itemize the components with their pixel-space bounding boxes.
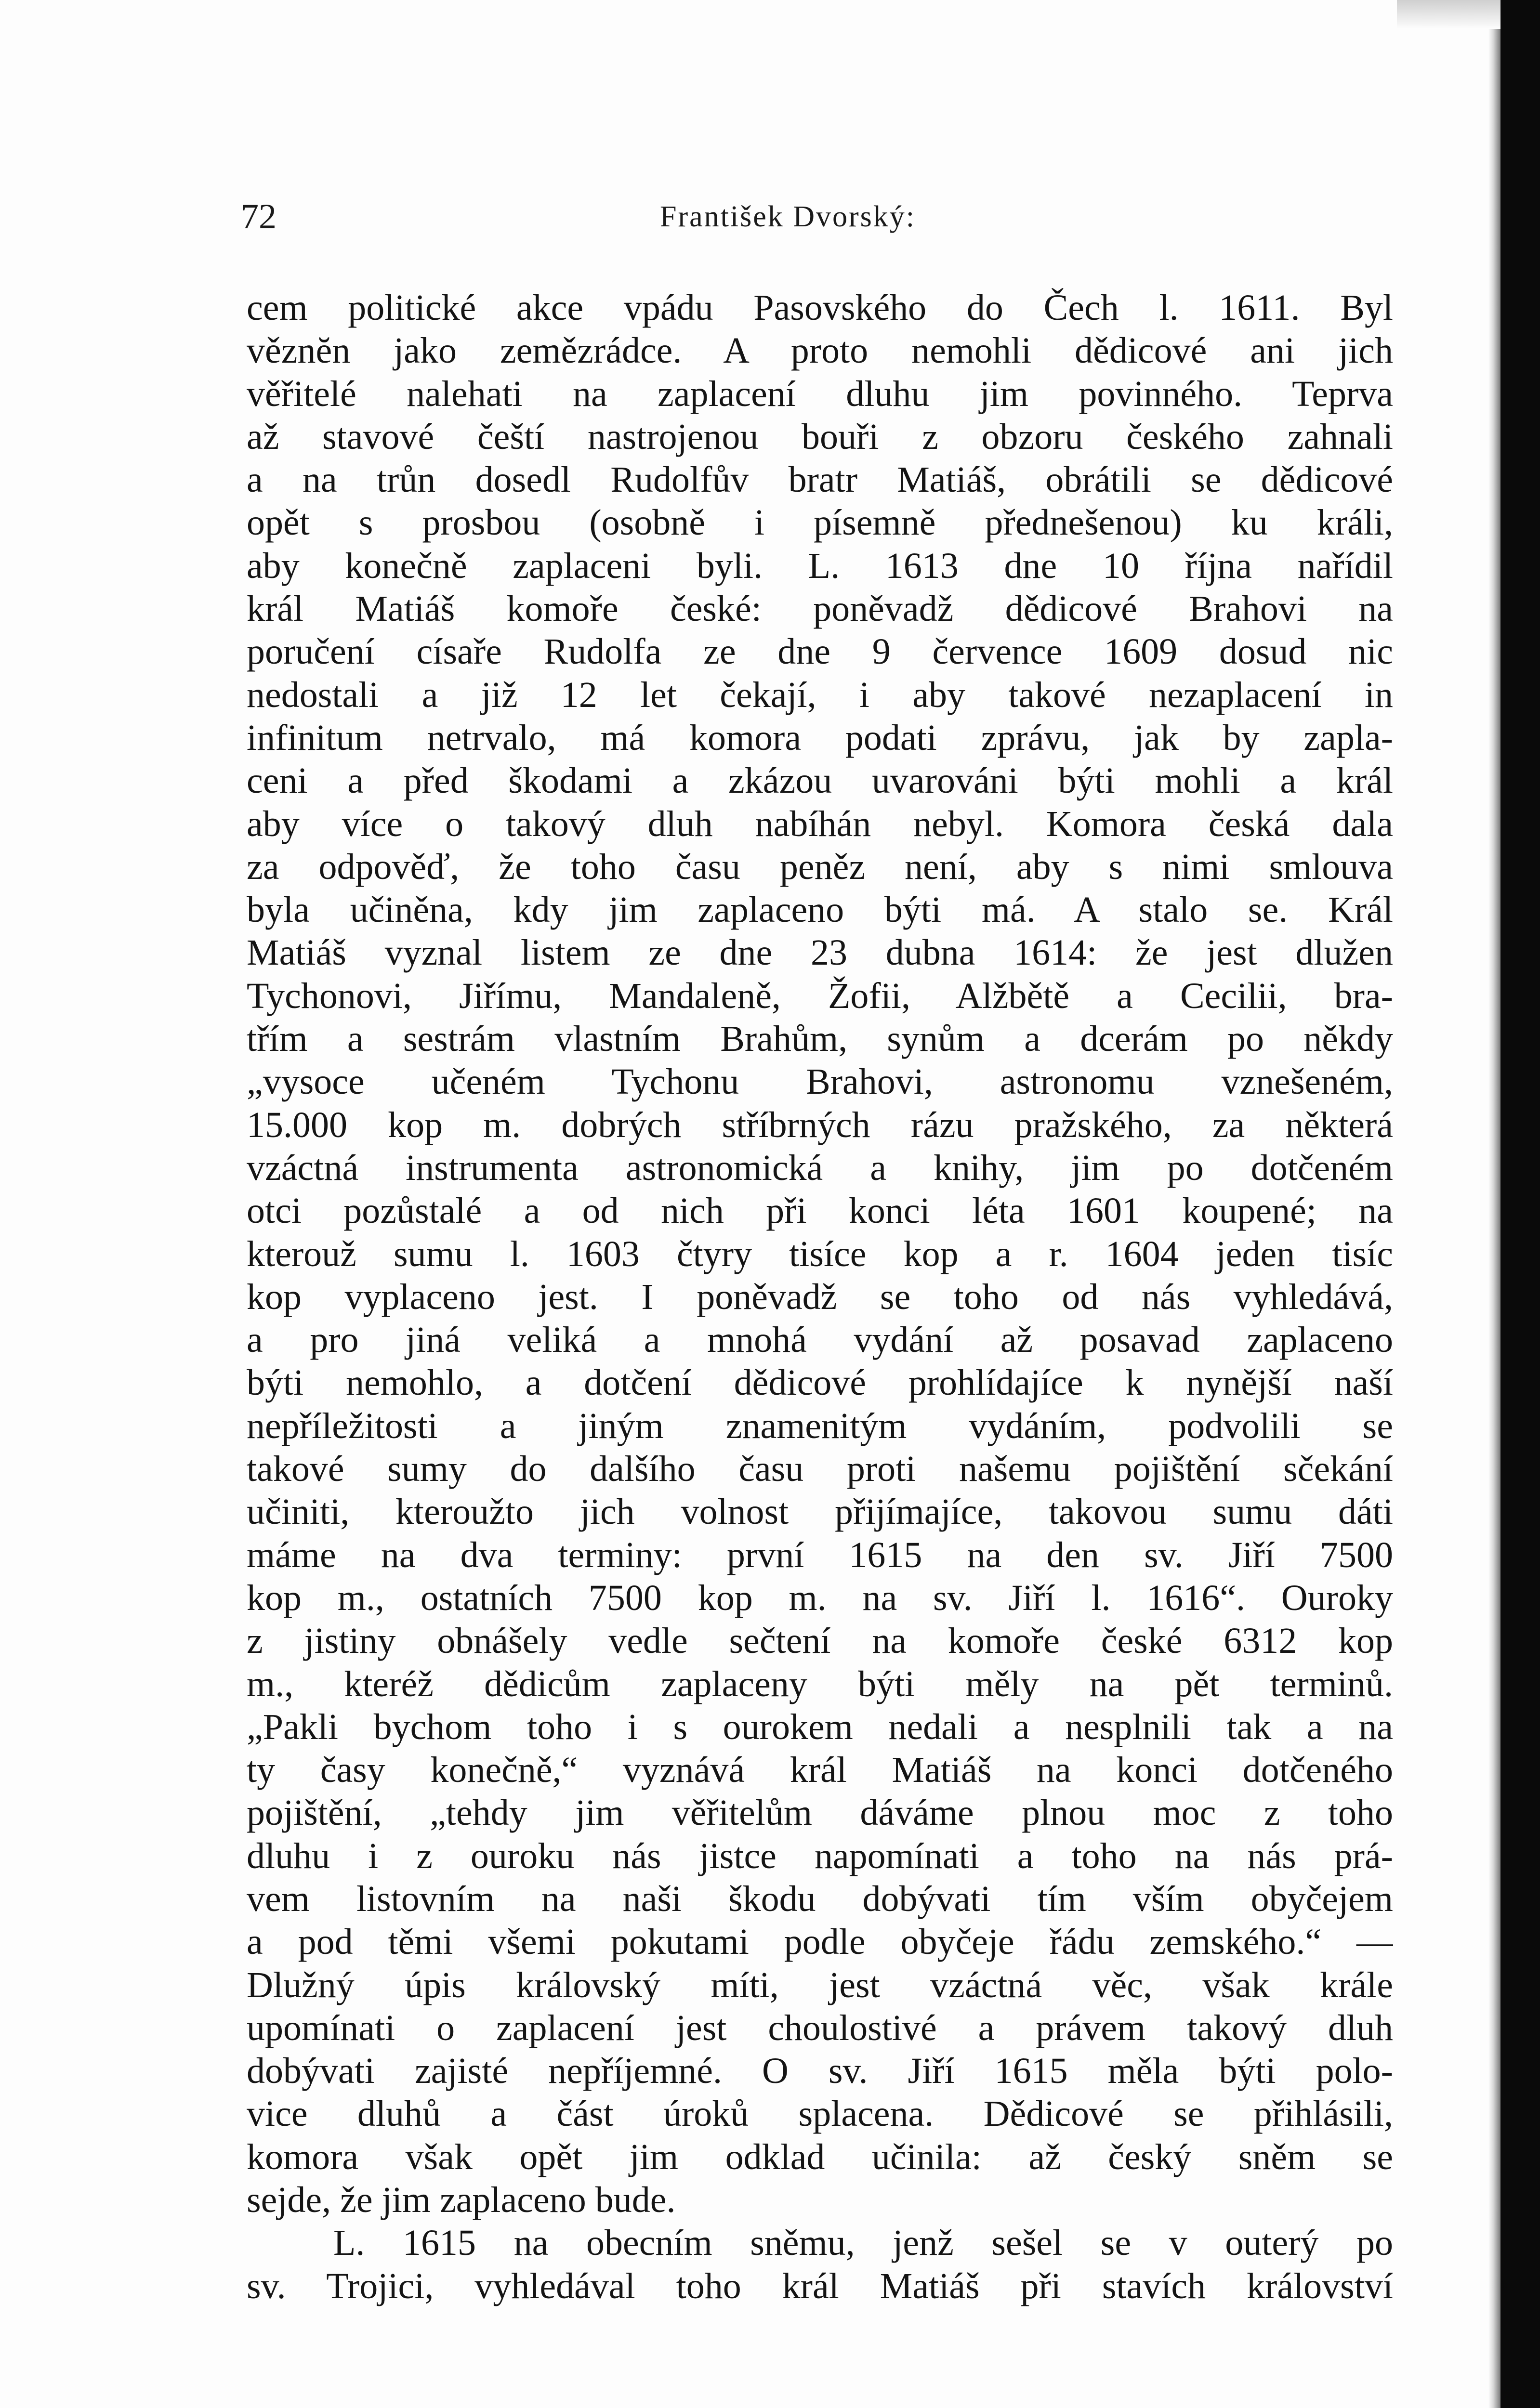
text-line: a na trůn dosedl Rudolfův bratr Matiáš, obrátili se dědicové — [247, 459, 1393, 500]
page-top-shadow — [1397, 0, 1501, 29]
text-line: ty časy konečně,“ vyznává král Matiáš na konci dotčeného — [247, 1750, 1393, 1791]
text-line: nedostali a již 12 let čekají, i aby takové nezaplacení in — [247, 674, 1393, 715]
text-line: opět s prosbou (osobně i písemně přednešenou) ku králi, — [247, 502, 1393, 543]
text-line: m., kteréž dědicům zaplaceny býti měly na pět terminů. — [247, 1663, 1393, 1704]
text-line: infinitum netrvalo, má komora podati zprávu, jak by zapla- — [247, 717, 1393, 758]
text-line: vice dluhů a část úroků splacena. Dědicové se přihlásili, — [247, 2094, 1393, 2134]
text-line: býti nemohlo, a dotčení dědicové prohlídajíce k nynější naší — [247, 1362, 1393, 1403]
page-gutter-shadow — [1488, 29, 1501, 2408]
text-line: otci pozůstalé a od nich při konci léta 1601 koupené; na — [247, 1191, 1393, 1231]
text-line: král Matiáš komoře české: poněvadž dědicové Brahovi na — [247, 589, 1393, 629]
text-line: kterouž sumu l. 1603 čtyry tisíce kop a r. 1604 jeden tisíc — [247, 1233, 1393, 1274]
text-line: kop m., ostatních 7500 kop m. na sv. Jiří l. 1616“. Ouroky — [247, 1577, 1393, 1618]
text-line: aby konečně zaplaceni byli. L. 1613 dne 10 října nařídil — [247, 545, 1393, 586]
text-line: Tychonovi, Jiřímu, Mandaleně, Žofii, Alžbětě a Cecilii, bra- — [247, 975, 1393, 1016]
text-line: „Pakli bychom toho i s ourokem nedali a nesplnili tak a na — [247, 1706, 1393, 1747]
text-line: vzáctná instrumenta astronomická a knihy, jim po dotčeném — [247, 1147, 1393, 1188]
text-line: aby více o takový dluh nabíhán nebyl. Komora česká dala — [247, 803, 1393, 844]
text-line: Matiáš vyznal listem ze dne 23 dubna 1614: že jest dlužen — [247, 932, 1393, 973]
text-line: a pro jiná veliká a mnohá vydání až posavad zaplaceno — [247, 1320, 1393, 1361]
paragraph-end-line: sejde, že jim zaplaceno bude. — [247, 2180, 676, 2221]
text-line: věznĕn jako zemězrádce. A proto nemohli dědicové ani jich — [247, 330, 1393, 371]
text-line: máme na dva terminy: první 1615 na den sv. Jiří 7500 — [247, 1534, 1393, 1575]
body-text — [247, 287, 1393, 2308]
text-line: byla učiněna, kdy jim zaplaceno býti má. A stalo se. Král — [247, 890, 1393, 930]
text-line: komora však opět jim odklad učinila: až český sněm se — [247, 2136, 1393, 2177]
text-line: dobývati zajisté nepříjemné. O sv. Jiří 1615 měla býti polo- — [247, 2051, 1393, 2092]
page-number: 72 — [241, 197, 276, 236]
scan-dark-edge — [1501, 0, 1540, 2408]
text-line: a pod těmi všemi pokutami podle obyčeje řádu zemského.“ — — [247, 1922, 1393, 1963]
text-line: Dlužný úpis královský míti, jest vzáctná věc, však krále — [247, 1964, 1393, 2005]
text-line: dluhu i z ouroku nás jistce napomínati a toho na nás prá- — [247, 1835, 1393, 1876]
text-line: ceni a před škodami a zkázou uvarováni býti mohli a král — [247, 760, 1393, 801]
text-line: poručení císaře Rudolfa ze dne 9 července 1609 dosud nic — [247, 631, 1393, 672]
text-line: věřitelé nalehati na zaplacení dluhu jim povinného. Teprva — [247, 373, 1393, 414]
text-line: 15.000 kop m. dobrých stříbrných rázu pražského, za některá — [247, 1104, 1393, 1145]
text-line: učiniti, kteroužto jich volnost přijímajíce, takovou sumu dáti — [247, 1492, 1393, 1532]
text-line: pojištění, „tehdy jim věřitelům dáváme plnou moc z toho — [247, 1793, 1393, 1833]
text-line: „vysoce učeném Tychonu Brahovi, astronomu vznešeném, — [247, 1061, 1393, 1102]
page-header — [241, 190, 1397, 243]
text-line: za odpověď, že toho času peněz není, aby s nimi smlouva — [247, 846, 1393, 887]
text-line: třím a sestrám vlastním Brahům, synům a dcerám po někdy — [247, 1019, 1393, 1060]
text-line: cem politické akce vpádu Pasovského do Čech l. 1611. Byl — [247, 288, 1393, 328]
text-line: takové sumy do dalšího času proti našemu pojištění sčekání — [247, 1449, 1393, 1490]
text-line: vem listovním na naši škodu dobývati tím vším obyčejem — [247, 1878, 1393, 1919]
text-line: upomínati o zaplacení jest choulostivé a právem takový dluh — [247, 2007, 1393, 2048]
text-line: z jistiny obnášely vedle sečtení na komoře české 6312 kop — [247, 1621, 1393, 1662]
text-line: nepříležitosti a jiným znamenitým vydáním, podvolili se — [247, 1405, 1393, 1446]
text-line: kop vyplaceno jest. I poněvadž se toho od nás vyhledává, — [247, 1276, 1393, 1317]
running-head: František Dvorský: — [660, 200, 916, 233]
text-line: sv. Trojici, vyhledával toho král Matiáš při stavích království — [247, 2265, 1393, 2306]
text-line: až stavové čeští nastrojenou bouři z obzoru českého zahnali — [247, 416, 1393, 457]
paragraph-start-line: L. 1615 na obecním sněmu, jenž sešel se v outerý po — [333, 2223, 1393, 2264]
